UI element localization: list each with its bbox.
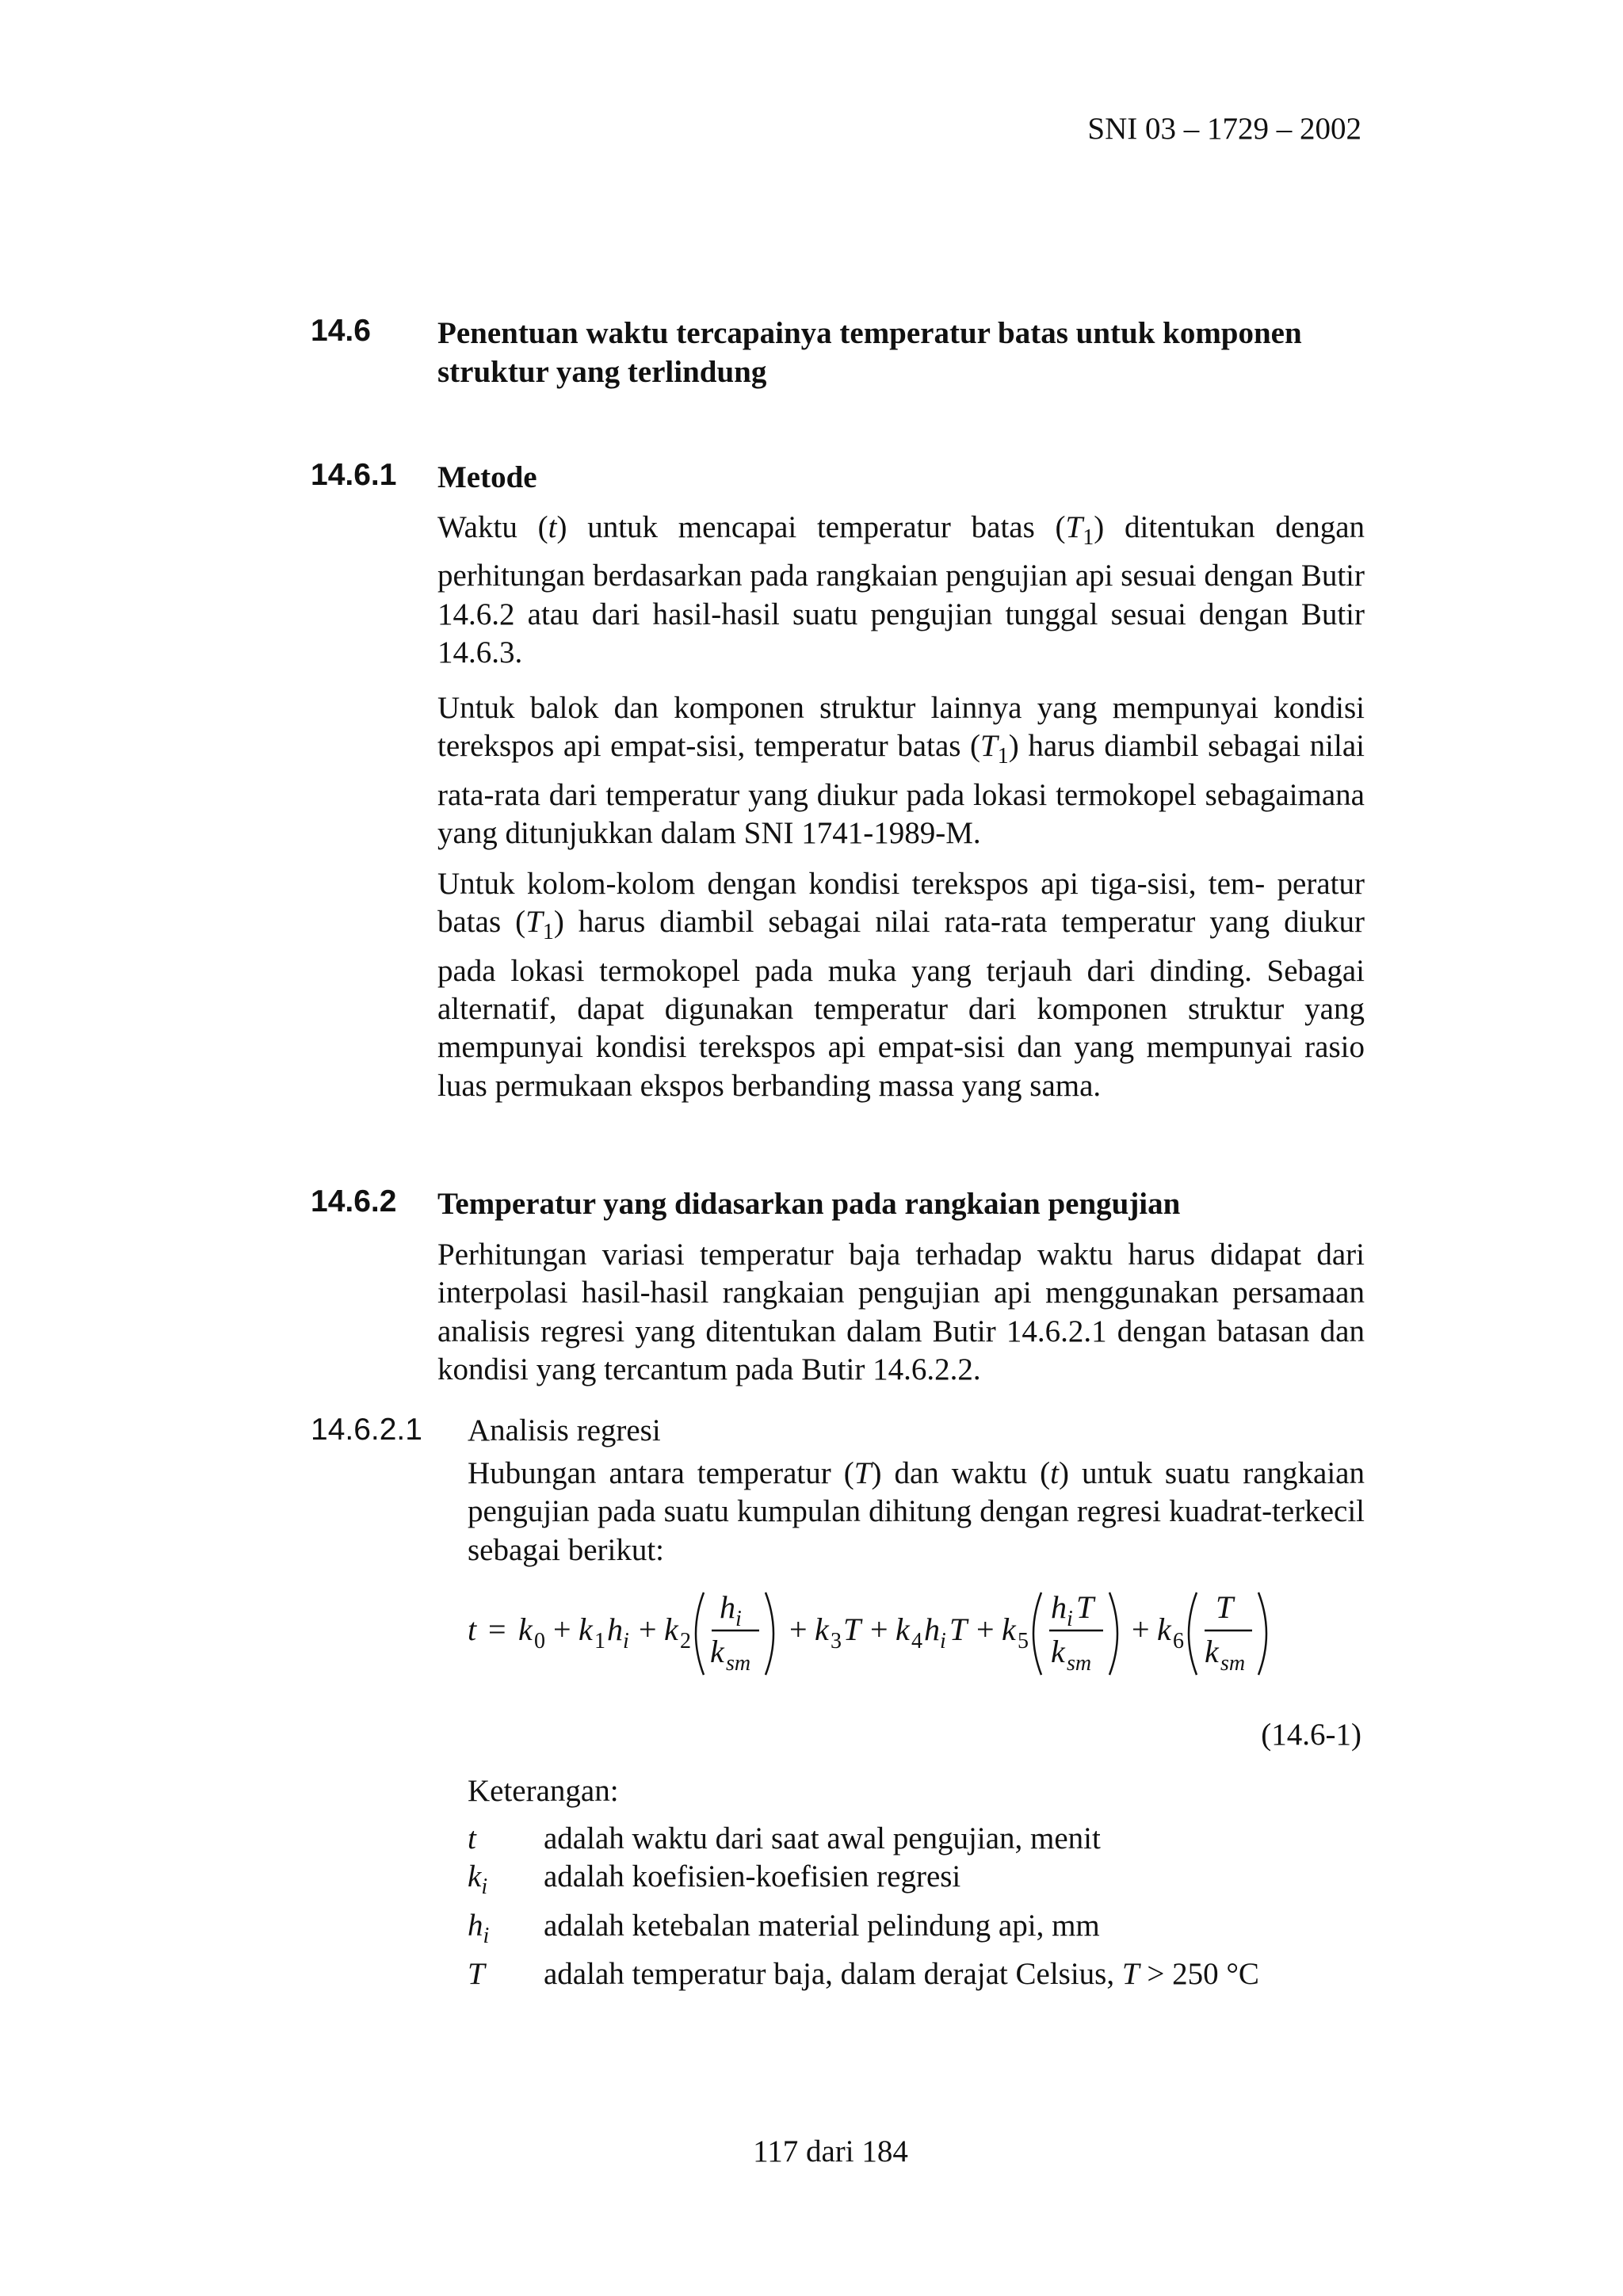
eq-sub: 1 xyxy=(594,1629,605,1653)
section-number-14-6-2-1: 14.6.2.1 xyxy=(311,1413,422,1447)
eq-k: k xyxy=(1002,1611,1016,1647)
section-number-14-6-2: 14.6.2 xyxy=(311,1184,397,1219)
equation-label: (14.6-1) xyxy=(1261,1718,1361,1752)
section-title-14-6-1: Metode xyxy=(437,460,537,494)
symbol-T: T xyxy=(525,905,543,940)
eq-paren-left xyxy=(1189,1592,1197,1675)
text-run: ) harus diambil sebagai nilai rata-rata temperatur yang diukur pada lokasi termokopel pada muka yang terjauh dari dinding. Sebagai alternatif, dapat digunakan temperatur dari komponen struktur yang mempunyai kondisi terekspos api empat-sisi dan yang mempunyai rasio luas permukaan ekspos berbanding massa yang sama. xyxy=(437,905,1365,1103)
eq-h: h xyxy=(720,1589,735,1625)
definition-row xyxy=(468,1858,1365,1906)
eq-sub: 6 xyxy=(1173,1629,1184,1653)
definition-row xyxy=(468,1955,1365,1993)
text-run: ) ditentukan dengan perhitungan berdasarkan pada rangkaian pengujian api sesuai dengan Butir 14.6.2 atau dari hasil-hasil suatu pengujian tunggal sesuai dengan Butir 14.6.3. xyxy=(437,510,1365,670)
eq-k: k xyxy=(579,1611,593,1647)
definition-row xyxy=(468,1907,1365,1955)
eq-sub: 3 xyxy=(831,1629,842,1653)
definition-text: adalah ketebalan material pelindung api, mm xyxy=(544,1908,1100,1943)
eq-sub: i xyxy=(735,1607,742,1631)
keterangan-list xyxy=(468,1820,1365,1993)
eq-T: T xyxy=(1076,1589,1094,1625)
paragraph-metode-2 xyxy=(437,689,1365,852)
text-run: ) untuk suatu rangkaian pengujian pada suatu kumpulan dihitung dengan regresi kuadrat-terkecil sebagai berikut: xyxy=(468,1456,1365,1567)
symbol-T: T xyxy=(854,1456,872,1490)
eq-equals: = xyxy=(488,1611,506,1647)
eq-h: h xyxy=(924,1611,940,1647)
eq-sub: 4 xyxy=(911,1629,922,1653)
eq-k: k xyxy=(815,1611,829,1647)
definition-text: adalah temperatur baja, dalam derajat Celsius, T > 250 °C xyxy=(544,1956,1259,1991)
regression-equation xyxy=(460,1577,1292,1695)
keterangan-heading: Keterangan: xyxy=(468,1774,619,1808)
text-run: Untuk balok dan komponen struktur lainnya yang mempunyai kondisi terekspos api empat-sisi, temperatur batas ( xyxy=(437,691,1365,764)
subscript: 1 xyxy=(997,744,1009,769)
eq-lhs: t xyxy=(468,1611,477,1647)
definition-symbol: $k_i$ xyxy=(468,1859,488,1900)
eq-sub: 5 xyxy=(1018,1629,1029,1653)
eq-T: T xyxy=(949,1611,968,1647)
eq-T: T xyxy=(1216,1589,1234,1625)
eq-k: k xyxy=(710,1634,724,1669)
eq-k: k xyxy=(664,1611,678,1647)
eq-sub: 2 xyxy=(680,1629,691,1653)
symbol-T: T xyxy=(980,729,998,764)
text-run: Waktu ( xyxy=(437,510,548,544)
eq-plus: + xyxy=(976,1611,995,1647)
definition-row xyxy=(468,1820,1365,1858)
eq-paren-right xyxy=(1258,1592,1266,1675)
definition-symbol: t xyxy=(468,1821,476,1855)
eq-k: k xyxy=(1157,1611,1171,1647)
paragraph-metode-3 xyxy=(437,865,1365,1105)
standard-id: SNI 03 – 1729 – 2002 xyxy=(1087,112,1361,146)
eq-sub: sm xyxy=(726,1651,751,1676)
eq-paren-right xyxy=(766,1592,773,1675)
eq-sub: 0 xyxy=(534,1629,545,1653)
page-number: 117 dari 184 xyxy=(753,2134,908,2168)
eq-k: k xyxy=(896,1611,910,1647)
eq-paren-right xyxy=(1109,1592,1117,1675)
eq-k: k xyxy=(1051,1634,1065,1669)
definition-text: adalah waktu dari saat awal pengujian, menit xyxy=(544,1821,1101,1855)
eq-sub: sm xyxy=(1220,1651,1246,1676)
symbol-t: t xyxy=(1050,1456,1059,1490)
symbol-T: T xyxy=(1065,510,1083,544)
eq-paren-left xyxy=(1033,1592,1041,1675)
section-title-14-6-2-1: Analisis regresi xyxy=(468,1413,661,1447)
text-run: ) dan waktu ( xyxy=(871,1456,1051,1490)
text-run: Untuk kolom-kolom dengan kondisi terekspos api tiga-sisi, tem- peratur batas ( xyxy=(437,867,1365,940)
text-run: Hubungan antara temperatur ( xyxy=(468,1456,854,1490)
eq-sub: i xyxy=(623,1629,629,1653)
eq-plus: + xyxy=(870,1611,888,1647)
eq-plus: + xyxy=(639,1611,657,1647)
definition-text: adalah koefisien-koefisien regresi xyxy=(544,1859,961,1894)
eq-sub: i xyxy=(940,1629,946,1653)
section-title-line-2: struktur yang terlindung xyxy=(437,355,767,389)
eq-k: k xyxy=(518,1611,533,1647)
paragraph-metode-1 xyxy=(437,509,1365,672)
section-title-14-6 xyxy=(437,314,1365,391)
text-run: ) untuk mencapai temperatur batas ( xyxy=(556,510,1066,544)
symbol-t: t xyxy=(548,510,557,544)
eq-plus: + xyxy=(553,1611,571,1647)
text-run: ) harus diambil sebagai nilai rata-rata dari temperatur yang diukur pada lokasi termokopel sebagaimana yang ditunjukkan dalam SNI 1741-1989-M. xyxy=(437,729,1365,851)
subscript: 1 xyxy=(542,920,554,945)
section-number-14-6-1: 14.6.1 xyxy=(311,458,397,492)
section-title-14-6-2: Temperatur yang didasarkan pada rangkaian pengujian xyxy=(437,1187,1181,1221)
eq-paren-left xyxy=(696,1592,704,1675)
paragraph-regresi xyxy=(468,1455,1365,1569)
definition-symbol: T xyxy=(468,1956,485,1991)
eq-sub: sm xyxy=(1067,1651,1092,1676)
eq-plus: + xyxy=(1132,1611,1150,1647)
eq-h: h xyxy=(1051,1589,1067,1625)
section-title-line-1: Penentuan waktu tercapainya temperatur batas untuk komponen xyxy=(437,316,1302,350)
eq-h: h xyxy=(607,1611,623,1647)
paragraph-rangkaian: Perhitungan variasi temperatur baja terhadap waktu harus didapat dari interpolasi hasil-hasil rangkaian pengujian api menggunakan persamaan analisis regresi yang ditentukan dalam Butir 14.6.2.1 dengan batasan dan kondisi yang tercantum pada Butir 14.6.2.2. xyxy=(437,1238,1365,1387)
eq-T: T xyxy=(843,1611,861,1647)
section-number-14-6: 14.6 xyxy=(311,314,371,348)
eq-k: k xyxy=(1205,1634,1219,1669)
definition-symbol: $h_i$ xyxy=(468,1908,490,1948)
subscript: 1 xyxy=(1083,524,1094,550)
eq-sub: i xyxy=(1067,1607,1073,1631)
eq-plus: + xyxy=(789,1611,808,1647)
